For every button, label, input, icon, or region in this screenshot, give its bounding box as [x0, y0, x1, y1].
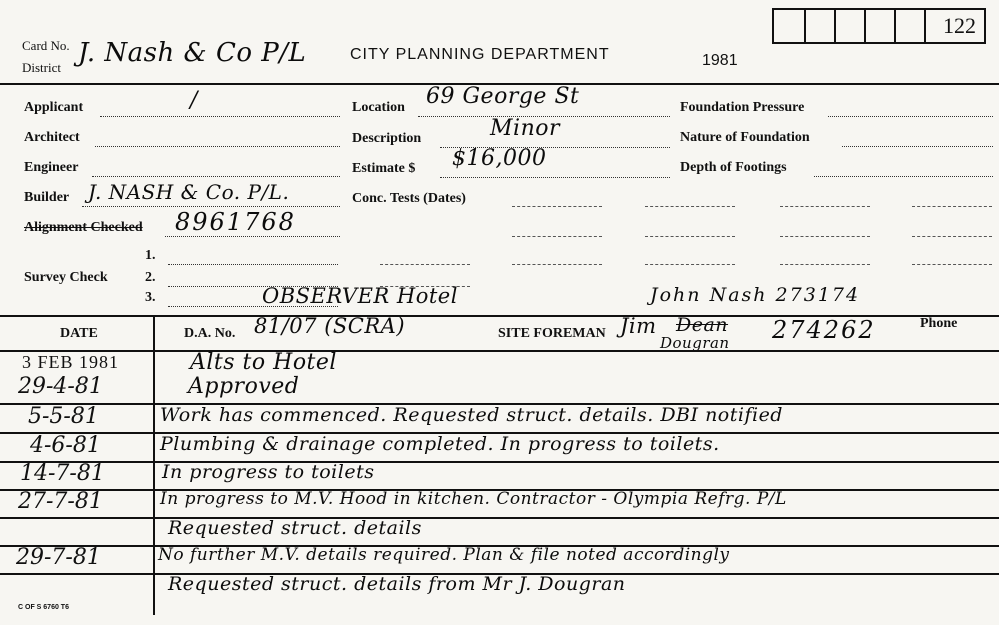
- nature-foundation-label: Nature of Foundation: [680, 130, 810, 145]
- card-no-value: J. Nash & Co P/L: [78, 38, 307, 68]
- log-date: 27-7-81: [18, 489, 103, 514]
- phone-label: Phone: [920, 316, 958, 331]
- date-column-divider: [153, 315, 155, 615]
- applicant-value: /: [190, 88, 198, 113]
- row-line-3: [0, 461, 999, 463]
- log-entry: Requested struct. details: [168, 517, 422, 539]
- card-number-box: [772, 8, 986, 44]
- log-entry: No further M.V. details required. Plan & file noted accordingly: [158, 545, 730, 565]
- log-date: 4-6-81: [30, 433, 101, 458]
- log-entry: Requested struct. details from Mr J. Dougran: [168, 573, 626, 595]
- log-entry: Work has commenced. Requested struct. details. DBI notified: [160, 404, 783, 426]
- conc-tests-label: Conc. Tests (Dates): [352, 191, 466, 206]
- log-date: 3 FEB 1981: [22, 352, 120, 372]
- da-label: D.A. No.: [184, 326, 236, 341]
- description-label: Description: [352, 131, 422, 146]
- builder-label: Builder: [24, 190, 70, 205]
- form-code: C OF S 6760 T6: [18, 604, 69, 611]
- row-line-5: [0, 517, 999, 519]
- card-number: 122: [943, 13, 976, 38]
- architect-label: Architect: [24, 130, 80, 145]
- survey-line-2-number: 2.: [145, 270, 156, 285]
- estimate-label: Estimate $: [352, 161, 416, 176]
- estimate-value: $16,000: [452, 146, 547, 171]
- foundation-pressure-label: Foundation Pressure: [680, 100, 805, 115]
- da-value: 81/07 (SCRA): [254, 314, 406, 338]
- builder-value: J. NASH & Co. P/L.: [88, 180, 290, 204]
- district-label: District: [22, 60, 61, 75]
- description-value: Minor: [490, 116, 560, 141]
- foreman-struck-value: Dean: [676, 314, 729, 336]
- engineer-label: Engineer: [24, 160, 79, 175]
- header-year: 1981: [702, 52, 738, 69]
- contact-value: John Nash 273174: [650, 284, 861, 306]
- foreman-value: Jim: [620, 314, 657, 338]
- survey-line-3-number: 3.: [145, 290, 156, 305]
- log-date: 5-5-81: [28, 404, 99, 429]
- depth-footings-label: Depth of Footings: [680, 160, 787, 175]
- log-entry: Approved: [188, 374, 300, 399]
- row-line-0: [0, 350, 999, 352]
- log-entry: In progress to M.V. Hood in kitchen. Contractor - Olympia Refrg. P/L: [160, 489, 787, 509]
- foreman-below-value: Dougran: [660, 334, 730, 352]
- survey-line-3-value: OBSERVER Hotel: [262, 284, 458, 308]
- survey-check-label: Survey Check: [24, 270, 108, 285]
- log-entry: In progress to toilets: [162, 461, 375, 483]
- alignment-label: Alignment Checked: [24, 220, 143, 235]
- log-date: 29-4-81: [18, 374, 103, 399]
- log-entry: Alts to Hotel: [190, 350, 337, 375]
- phone-value: 274262: [772, 316, 876, 344]
- date-column-header: DATE: [60, 326, 98, 341]
- log-entry: Plumbing & drainage completed. In progress to toilets.: [160, 433, 720, 455]
- card-no-label: Card No.: [22, 38, 70, 53]
- applicant-label: Applicant: [24, 100, 84, 115]
- location-value: 69 George St: [426, 84, 580, 109]
- location-label: Location: [352, 100, 405, 115]
- page-title: CITY PLANNING DEPARTMENT: [350, 46, 610, 63]
- survey-line-1-number: 1.: [145, 248, 156, 263]
- site-foreman-label: SITE FOREMAN: [498, 326, 606, 341]
- log-date: 29-7-81: [16, 545, 101, 570]
- alignment-value: 8961768: [175, 208, 296, 236]
- log-date: 14-7-81: [20, 461, 105, 486]
